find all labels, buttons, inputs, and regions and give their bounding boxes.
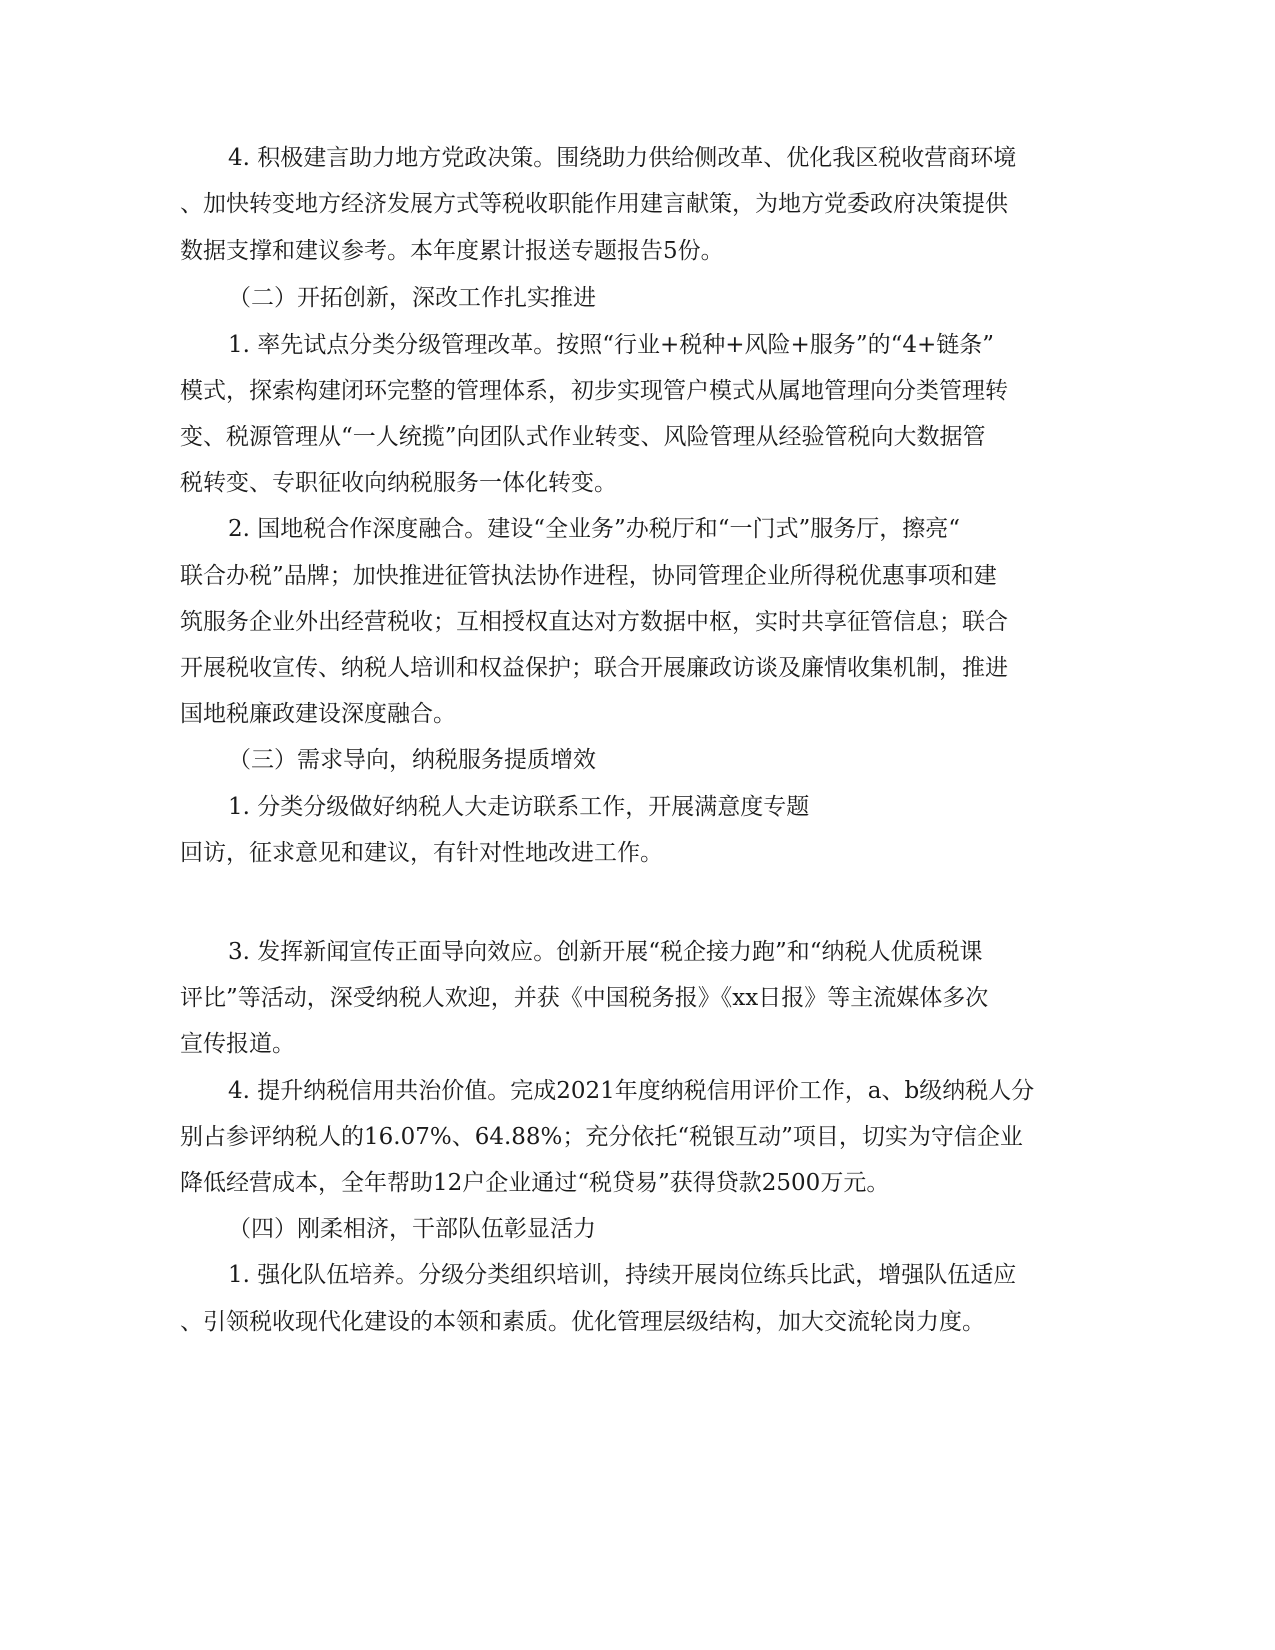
- section-heading: （二）开拓创新，深改工作扎实推进: [228, 285, 596, 311]
- text-line: 、加快转变地方经济发展方式等税收职能作用建言献策，为地方党委政府决策提供: [180, 191, 1008, 217]
- text-line: 回访，征求意见和建议，有针对性地改进工作。: [180, 840, 663, 866]
- text-line: 变、税源管理从“一人统揽”向团队式作业转变、风险管理从经验管税向大数据管: [180, 424, 986, 450]
- text-line: 税转变、专职征收向纳税服务一体化转变。: [180, 470, 617, 496]
- text-line: 、引领税收现代化建设的本领和素质。优化管理层级结构，加大交流轮岗力度。: [180, 1309, 985, 1335]
- text-line: 别占参评纳税人的16.07%、64.88%；充分依托“税银互动”项目，切实为守信企业: [180, 1124, 1023, 1150]
- text-line: 4. 积极建言助力地方党政决策。围绕助力供给侧改革、优化我区税收营商环境: [228, 145, 1017, 171]
- text-line: 3. 发挥新闻宣传正面导向效应。创新开展“税企接力跑”和“纳税人优质税课: [228, 939, 983, 965]
- text-line: 宣传报道。: [180, 1031, 295, 1057]
- text-line: 1. 强化队伍培养。分级分类组织培训，持续开展岗位练兵比武，增强队伍适应: [228, 1262, 1017, 1288]
- text-line: 1. 分类分级做好纳税人大走访联系工作，开展满意度专题: [228, 794, 810, 820]
- text-line: 联合办税”品牌；加快推进征管执法协作进程，协同管理企业所得税优惠事项和建: [180, 563, 997, 589]
- text-line: 开展税收宣传、纳税人培训和权益保护；联合开展廉政访谈及廉情收集机制，推进: [180, 655, 1008, 681]
- text-line: 国地税廉政建设深度融合。: [180, 701, 456, 727]
- text-line: 筑服务企业外出经营税收；互相授权直达对方数据中枢，实时共享征管信息；联合: [180, 609, 1008, 635]
- text-line: 评比”等活动，深受纳税人欢迎，并获《中国税务报》《xx日报》等主流媒体多次: [180, 985, 989, 1011]
- text-line: 模式，探索构建闭环完整的管理体系，初步实现管户模式从属地管理向分类管理转: [180, 378, 1008, 404]
- text-line: 数据支撑和建议参考。本年度累计报送专题报告5份。: [180, 238, 724, 264]
- text-line: 4. 提升纳税信用共治价值。完成2021年度纳税信用评价工作，a、b级纳税人分: [228, 1078, 1035, 1104]
- section-heading: （三）需求导向，纳税服务提质增效: [228, 747, 596, 773]
- text-line: 2. 国地税合作深度融合。建设“全业务”办税厅和“一门式”服务厅，擦亮“: [228, 516, 961, 542]
- text-line: 降低经营成本，全年帮助12户企业通过“税贷易”获得贷款2500万元。: [180, 1170, 890, 1196]
- section-heading: （四）刚柔相济，干部队伍彰显活力: [228, 1216, 596, 1242]
- text-line: 1. 率先试点分类分级管理改革。按照“行业+税种+风险+服务”的“4+链条”: [228, 332, 995, 358]
